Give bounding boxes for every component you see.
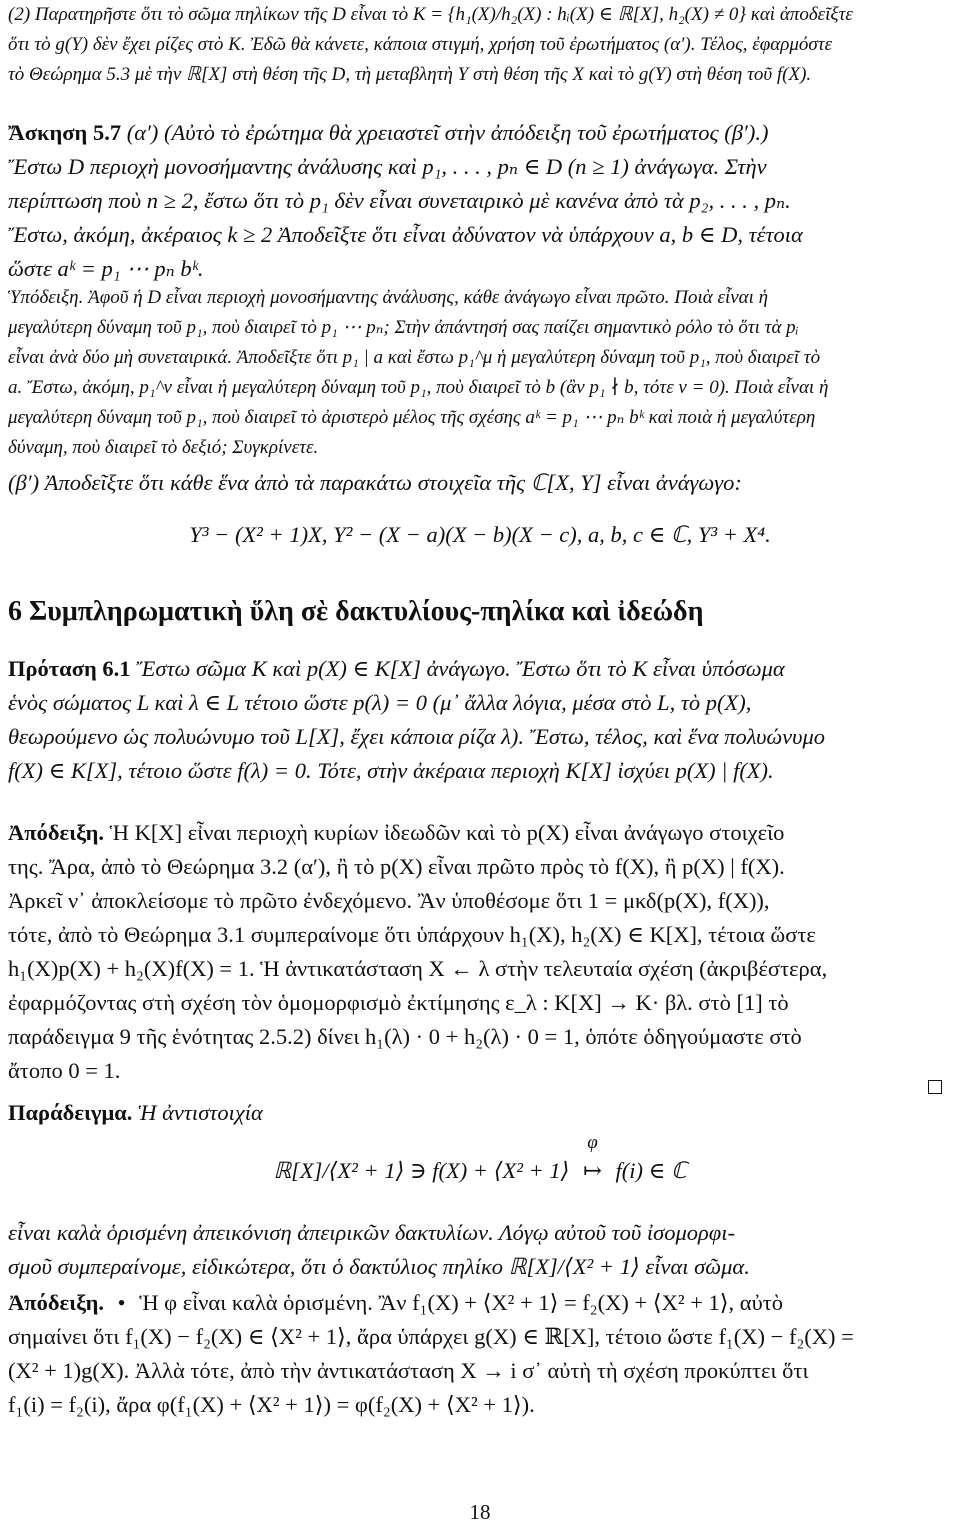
exercise-line: Ἔστω D περιοχὴ μονοσήμαντης ἀνάλυσης καὶ p₁, . . . , pₙ ∈ D (n ≥ 1) ἀνάγωγα. Στὴν bbox=[8, 154, 767, 179]
proof2-line: f₁(i) = f₂(i), ἄρα φ(f₁(X) + ⟨X² + 1⟩) = φ(f₂(X) + ⟨X² + 1⟩). bbox=[8, 1392, 535, 1417]
proof2-label: Ἀπόδειξη. bbox=[8, 1290, 105, 1315]
proposition-block bbox=[8, 652, 952, 788]
exercise-first-line bbox=[8, 116, 952, 150]
hint-block bbox=[8, 283, 952, 463]
proposition-line: ἑνὸς σώματος L καὶ λ ∈ L τέτοιο ὥστε p(λ) = 0 (μ᾽ ἄλλα λόγια, μέσα στὸ L, τὸ p(X), bbox=[8, 690, 752, 715]
example-label: Παράδειγμα. bbox=[8, 1100, 133, 1125]
example-text bbox=[8, 1216, 952, 1284]
maps-to-arrow bbox=[583, 1132, 602, 1184]
proof2-line: Ἡ φ εἶναι καλὰ ὁρισμένη. Ἂν f₁(X) + ⟨X² + 1⟩ = f₂(X) + ⟨X² + 1⟩, αὐτὸ bbox=[139, 1290, 784, 1315]
exercise-block bbox=[8, 116, 952, 286]
formula-right: f(i) ∈ ℂ bbox=[615, 1158, 687, 1183]
intro-line: τὸ Θεώρημα 5.3 μὲ τὴν ℝ[X] στὴ θέση τῆς D, τὴ μεταβλητὴ Y στὴ θέση τῆς X καὶ τὸ g(Y) στὴ θέση τοῦ f(X). bbox=[8, 64, 812, 85]
example-heading bbox=[8, 1096, 952, 1130]
page-number: 18 bbox=[469, 1500, 491, 1524]
proposition-line: f(X) ∈ K[X], τέτοιο ὥστε f(λ) = 0. Τότε, στὴν ἀκέραια περιοχὴ K[X] ἰσχύει p(X) | f(X). bbox=[8, 758, 774, 783]
proof-label: Ἀπόδειξη. bbox=[8, 820, 105, 845]
arrow-label: φ bbox=[587, 1132, 598, 1153]
proof-line: h₁(X)p(X) + h₂(X)f(X) = 1. Ἡ ἀντικατάσταση X ← λ στὴν τελευταία σχέση (ἀκριβέστερα, bbox=[8, 956, 828, 981]
hint-line: δύναμη, ποὺ διαιρεῖ τὸ δεξιό; Συγκρίνετε. bbox=[8, 437, 319, 458]
proof-line: Ἀρκεῖ ν᾽ ἀποκλείσομε τὸ πρῶτο ἐνδεχόμενο. Ἂν ὑποθέσομε ὅτι 1 = μκδ(p(X), f(X)), bbox=[8, 888, 770, 913]
exercise-label: Ἄσκηση 5.7 bbox=[8, 120, 122, 145]
proof-line: παράδειγμα 9 τῆς ἑνότητας 2.5.2) δίνει h₁(λ) · 0 + h₂(λ) · 0 = 1, ὁπότε ὁδηγούμαστε στὸ bbox=[8, 1024, 802, 1049]
proof-line: ἄτοπο 0 = 1. bbox=[8, 1058, 121, 1083]
example-line: εἶναι καλὰ ὁρισμένη ἀπεικόνιση ἀπειρικῶν δακτυλίων. Λόγῳ αὐτοῦ τοῦ ἰσομορφι- bbox=[8, 1220, 735, 1245]
proof-block bbox=[8, 816, 952, 1088]
hint-line: εἶναι ἀνὰ δύο μὴ συνεταιρικά. Ἀποδεῖξτε ὅτι p₁ | a καὶ ἔστω p₁^μ ἡ μεγαλύτερη δύναμη τοῦ p₁, ποὺ διαιρεῖ τὸ bbox=[8, 347, 821, 368]
example-line: σμοῦ συμπεραίνομε, εἰδικώτερα, ὅτι ὁ δακτύλιος πηλίκο ℝ[X]/⟨X² + 1⟩ εἶναι σῶμα. bbox=[8, 1254, 750, 1279]
qed-square-icon bbox=[928, 1080, 942, 1094]
hint-line: Ὑπόδειξη. Ἀφοῦ ἡ D εἶναι περιοχὴ μονοσήμαντης ἀνάλυσης, κάθε ἀνάγωγο εἶναι πρῶτο. Ποιὰ εἶναι ἡ bbox=[8, 287, 769, 308]
exercise-line: Ἔστω, ἀκόμη, ἀκέραιος k ≥ 2 Ἀποδεῖξτε ὅτι εἶναι ἀδύνατον νὰ ὑπάρχουν a, b ∈ D, τέτοια bbox=[8, 222, 803, 247]
arrow-icon: ↦ bbox=[583, 1158, 602, 1183]
proposition-line: θεωρούμενο ὡς πολυώνυμο τοῦ L[X], ἔχει κάποια ρίζα λ). Ἔστω, τέλος, καὶ ἕνα πολυώνυμο bbox=[8, 724, 825, 749]
proof-line: ἐφαρμόζοντας στὴ σχέση τὸν ὁμομορφισμὸ ἐκτίμησης ε_λ : K[X] → K· βλ. στὸ [1] τὸ bbox=[8, 990, 789, 1015]
proof2-line: (X² + 1)g(X). Ἀλλὰ τότε, ἀπὸ τὴν ἀντικατάσταση X → i σ᾽ αὐτὴ τὴ σχέση προκύπτει ὅτι bbox=[8, 1358, 809, 1383]
proof-first-line bbox=[8, 816, 952, 850]
proof2-block bbox=[8, 1286, 952, 1422]
intro-paragraph bbox=[8, 0, 952, 90]
hint-line: μεγαλύτερη δύναμη τοῦ p₁, ποὺ διαιρεῖ τὸ ἀριστερὸ μέλος τῆς σχέσης aᵏ = p₁ ⋯ pₙ bᵏ καὶ ποιὰ ἡ μεγαλύτερη bbox=[8, 407, 816, 428]
hint-line: a. Ἔστω, ἀκόμη, p₁^ν εἶναι ἡ μεγαλύτερη δύναμη τοῦ p₁, ποὺ διαιρεῖ τὸ b (ἂν p₁ ∤ b, τότε ν = 0). Ποιὰ εἶναι ἡ bbox=[8, 377, 829, 398]
part-b-statement: (β′) Ἀποδεῖξτε ὅτι κάθε ἕνα ἀπὸ τὰ παρακάτω στοιχεῖα τῆς ℂ[X, Y] εἶναι ἀνάγωγο: bbox=[8, 470, 742, 495]
section-title: 6 Συμπληρωματικὴ ὕλη σὲ δακτυλίους-πηλίκα καὶ ἰδεώδη bbox=[8, 596, 704, 627]
intro-line: ὅτι τὸ g(Y) δὲν ἔχει ρίζες στὸ K. Ἐδῶ θὰ κάνετε, κάποια στιγμή, χρήση τοῦ ἐρωτήματος (α′). Τέλος, ἐφαρμόστε bbox=[8, 34, 833, 55]
exercise-line: περίπτωση ποὺ n ≥ 2, ἔστω ὅτι τὸ p₁ δὲν εἶναι συνεταιρικὸ μὲ κανένα ἀπὸ τὰ p₂, . . . , pₙ. bbox=[8, 188, 791, 213]
bullet-icon: • bbox=[117, 1290, 126, 1315]
proposition-label: Πρόταση 6.1 bbox=[8, 656, 131, 681]
exercise-line: ὥστε aᵏ = p₁ ⋯ pₙ bᵏ. bbox=[8, 256, 204, 281]
proof2-line: σημαίνει ὅτι f₁(X) − f₂(X) ∈ ⟨X² + 1⟩, ἄρα ὑπάρχει g(X) ∈ ℝ[X], τέτοιο ὥστε f₁(X) − f₂(X) = bbox=[8, 1324, 854, 1349]
example-intro: Ἡ ἀντιστοιχία bbox=[138, 1100, 263, 1125]
part-b-formula: Y³ − (X² + 1)X, Y² − (X − a)(X − b)(X − c), a, b, c ∈ ℂ, Y³ + X⁴. bbox=[189, 522, 771, 547]
hint-line: μεγαλύτερη δύναμη τοῦ p₁, ποὺ διαιρεῖ τὸ p₁ ⋯ pₙ; Στὴν ἀπάντησή σας παίζει σημαντικὸ ρόλο τὸ ὅτι τὰ pᵢ bbox=[8, 317, 799, 338]
exercise-line: (α′) (Αὐτὸ τὸ ἐρώτημα θὰ χρειαστεῖ στὴν ἀπόδειξη τοῦ ἐρωτήματος (β′).) bbox=[126, 120, 769, 145]
proof-line: της. Ἄρα, ἀπὸ τὸ Θεώρημα 3.2 (α′), ἢ τὸ p(X) εἶναι πρῶτο πρὸς τὸ f(X), ἢ p(X) | f(X). bbox=[8, 854, 785, 879]
formula-left: ℝ[X]/⟨X² + 1⟩ ∋ f(X) + ⟨X² + 1⟩ bbox=[273, 1158, 570, 1183]
proof-line: τότε, ἀπὸ τὸ Θεώρημα 3.1 συμπεραίνομε ὅτι ὑπάρχουν h₁(X), h₂(X) ∈ K[X], τέτοια ὥστε bbox=[8, 922, 816, 947]
example-formula bbox=[0, 1132, 960, 1184]
proof-line: Ἡ K[X] εἶναι περιοχὴ κυρίων ἰδεωδῶν καὶ τὸ p(X) εἶναι ἀνάγωγο στοιχεῖο bbox=[109, 820, 785, 845]
proof2-first-line bbox=[8, 1286, 952, 1320]
proposition-line: Ἔστω σῶμα K καὶ p(X) ∈ K[X] ἀνάγωγο. Ἔστω ὅτι τὸ K εἶναι ὑπόσωμα bbox=[136, 656, 785, 681]
intro-line: (2) Παρατηρῆστε ὅτι τὸ σῶμα πηλίκων τῆς D εἶναι τὸ K = {h₁(X)/h₂(X) : hᵢ(X) ∈ ℝ[X], h₂(X) ≠ 0} καὶ ἀποδεῖξτε bbox=[8, 4, 853, 25]
proposition-first-line bbox=[8, 652, 952, 686]
